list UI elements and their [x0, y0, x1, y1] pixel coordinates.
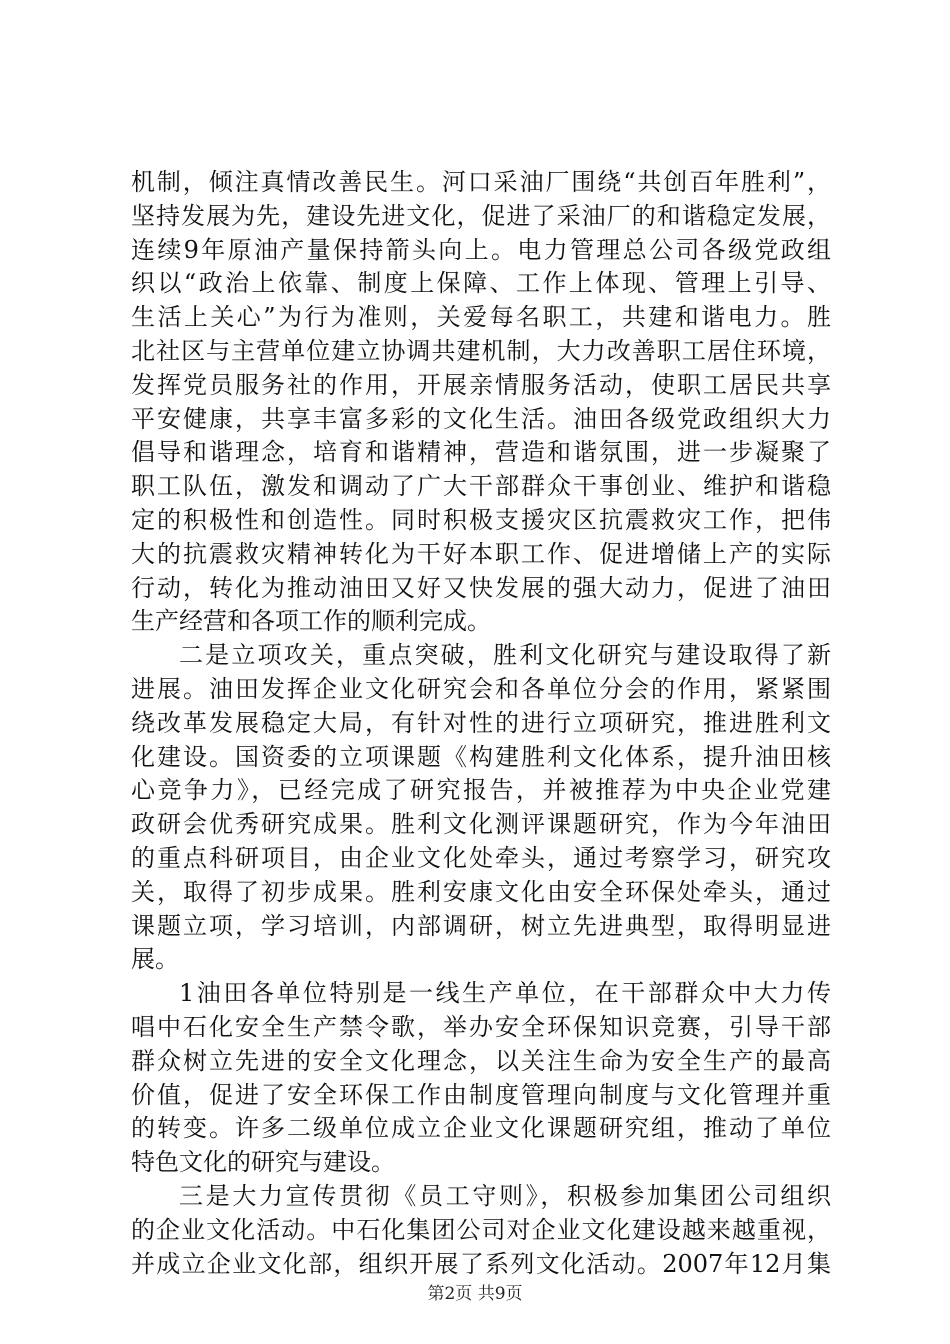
text-line: 心竞争力》，已经完成了研究报告，并被推荐为中央企业党建 — [131, 776, 831, 805]
text-line: 机制，倾注真情改善民生。河口采油厂围绕“共创百年胜利”， — [131, 168, 831, 196]
text-line: 的转变。许多二级单位成立企业文化课题研究组，推动了单位 — [131, 1114, 831, 1143]
text-line: 的重点科研项目，由企业文化处牵头，通过考察学习，研究攻 — [131, 843, 831, 872]
text-line: 并成立企业文化部，组织开展了系列文化活动。2007年12月集 — [131, 1249, 831, 1278]
text-line: 课题立项，学习培训，内部调研，树立先进典型，取得明显进 — [131, 911, 831, 940]
text-line: 定的积极性和创造性。同时积极支援灾区抗震救灾工作，把伟 — [131, 505, 831, 534]
text-line: 倡导和谐理念，培育和谐精神，营造和谐氛围，进一步凝聚了 — [131, 438, 831, 467]
text-line: 唱中石化安全生产禁令歌，举办安全环保知识竞赛，引导干部 — [131, 1012, 831, 1041]
text-line: 织以“政治上依靠、制度上保障、工作上体现、管理上引导、 — [131, 269, 831, 298]
text-line: 绕改革发展稳定大局，有针对性的进行立项研究，推进胜利文 — [131, 708, 831, 737]
text-line: 大的抗震救灾精神转化为干好本职工作、促进增储上产的实际 — [131, 539, 831, 568]
text-line: 职工队伍，激发和调动了广大干部群众干事创业、维护和谐稳 — [131, 472, 831, 501]
text-line: 行动，转化为推动油田又好又快发展的强大动力，促进了油田 — [131, 573, 831, 602]
text-line: 特色文化的研究与建设。 — [131, 1148, 395, 1177]
text-line: 发挥党员服务社的作用，开展亲情服务活动，使职工居民共享 — [131, 370, 831, 399]
text-line: 进展。油田发挥企业文化研究会和各单位分会的作用，紧紧围 — [131, 674, 831, 703]
body-text — [131, 166, 831, 1281]
text-line: 平安健康，共享丰富多彩的文化生活。油田各级党政组织大力 — [131, 404, 831, 433]
text-line: 关，取得了初步成果。胜利安康文化由安全环保处牵头，通过 — [131, 877, 831, 906]
text-line: 1油田各单位特别是一线生产单位，在干部群众中大力传 — [179, 979, 831, 1008]
text-line: 展。 — [131, 945, 179, 974]
text-line: 价值，促进了安全环保工作由制度管理向制度与文化管理并重 — [131, 1080, 831, 1109]
text-line: 连续9年原油产量保持箭头向上。电力管理总公司各级党政组 — [131, 235, 831, 264]
text-line: 二是立项攻关，重点突破，胜利文化研究与建设取得了新 — [179, 641, 831, 670]
text-line: 生产经营和各项工作的顺利完成。 — [131, 607, 491, 636]
text-line: 坚持发展为先，建设先进文化，促进了采油厂的和谐稳定发展， — [131, 201, 831, 230]
text-line: 三是大力宣传贯彻《员工守则》，积极参加集团公司组织 — [179, 1181, 831, 1210]
text-line: 生活上关心”为行为准则，关爱每名职工，共建和谐电力。胜 — [131, 303, 831, 332]
page-footer: 第2页 共9页 — [427, 1284, 523, 1304]
text-line: 化建设。国资委的立项课题《构建胜利文化体系，提升油田核 — [131, 742, 831, 771]
text-line: 政研会优秀研究成果。胜利文化测评课题研究，作为今年油田 — [131, 810, 831, 839]
text-line: 的企业文化活动。中石化集团公司对企业文化建设越来越重视， — [131, 1215, 831, 1244]
text-line: 北社区与主营单位建立协调共建机制，大力改善职工居住环境， — [131, 336, 831, 365]
text-line: 群众树立先进的安全文化理念，以关注生命为安全生产的最高 — [131, 1046, 831, 1075]
